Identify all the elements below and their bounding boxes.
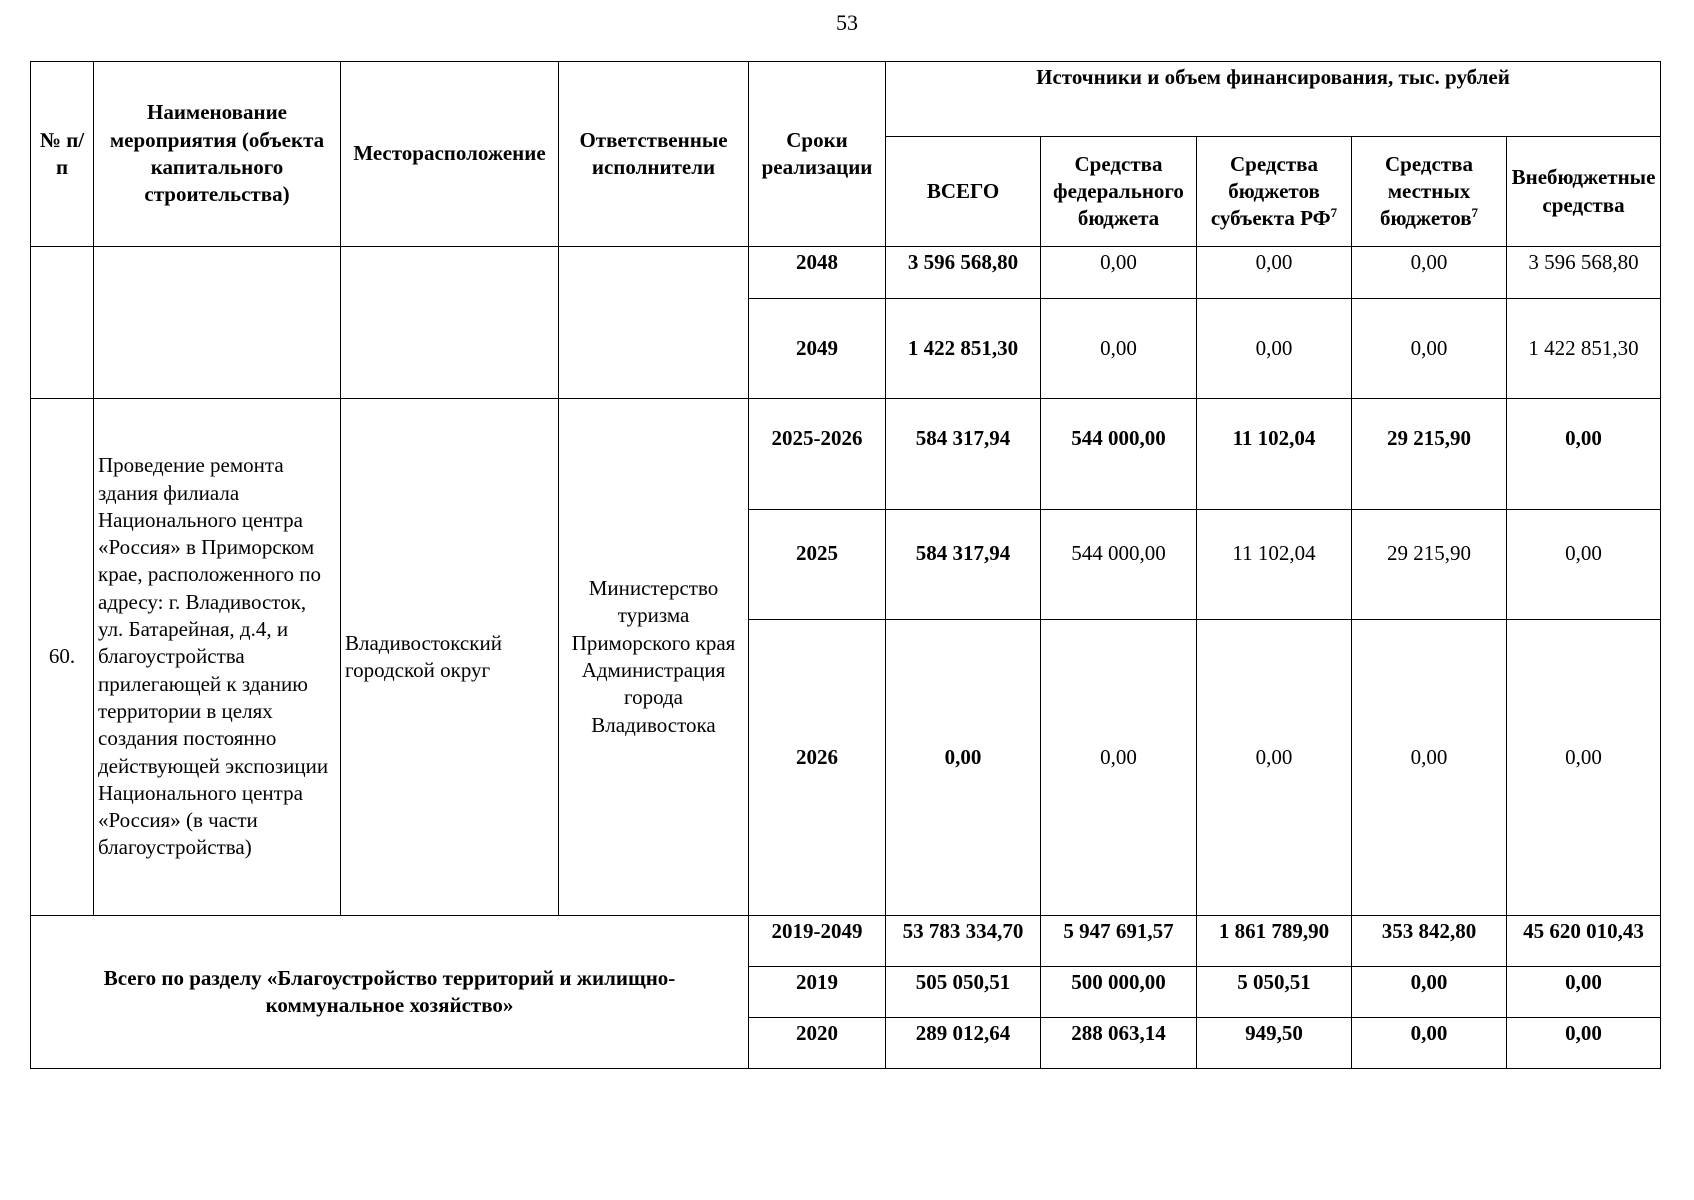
header-regional-text: Средства бюджетов субъекта РФ [1210,151,1331,231]
year-cell: 2048 [749,247,886,299]
local-cell: 0,00 [1352,620,1507,916]
regional-cell: 5 050,51 [1197,967,1352,1018]
total-cell: 0,00 [886,620,1041,916]
year-cell: 2020 [749,1018,886,1069]
regional-cell: 0,00 [1197,299,1352,399]
local-cell: 0,00 [1352,247,1507,299]
header-local [1352,137,1507,247]
header-federal: Средства федерального бюджета [1041,137,1197,247]
total-cell: 1 422 851,30 [886,299,1041,399]
extra-cell: 0,00 [1507,399,1661,510]
total-cell: 53 783 334,70 [886,916,1041,967]
regional-cell: 1 861 789,90 [1197,916,1352,967]
table-row [31,916,1661,967]
empty-cell [31,247,94,399]
local-cell: 29 215,90 [1352,399,1507,510]
year-cell: 2026 [749,620,886,916]
header-regional [1197,137,1352,247]
section-total-label: Всего по разделу «Благоустройство территорий и жилищно-коммунальное хозяйство» [31,916,749,1069]
financing-table [30,61,1661,1069]
extra-cell: 0,00 [1507,1018,1661,1069]
header-responsible: Ответственные исполнители [559,62,749,247]
federal-cell: 544 000,00 [1041,510,1197,620]
item-name: Проведение ремонта здания филиала Национального центра «Россия» в Приморском крае, расположенного по адресу: г. Владивосток, ул. Батарейная, д.4, и благоустройства прилегающей к зданию территории в целях создания постоянно действующей экспозиции Национального центра «Россия» (в части благоустройства) [94,399,341,916]
total-cell: 3 596 568,80 [886,247,1041,299]
federal-cell: 0,00 [1041,299,1197,399]
empty-cell [94,247,341,399]
header-location: Месторасположение [341,62,559,247]
year-cell: 2019-2049 [749,916,886,967]
header-total: ВСЕГО [886,137,1041,247]
federal-cell: 500 000,00 [1041,967,1197,1018]
item-location: Владивостокский городской округ [341,399,559,916]
header-local-text: Средства местных бюджетов [1379,151,1473,231]
regional-cell: 0,00 [1197,620,1352,916]
regional-cell: 0,00 [1197,247,1352,299]
header-period: Сроки реализации [749,62,886,247]
local-cell: 29 215,90 [1352,510,1507,620]
table-header [31,62,1661,247]
table-row [31,399,1661,510]
year-cell: 2025-2026 [749,399,886,510]
extra-cell: 0,00 [1507,510,1661,620]
total-cell: 584 317,94 [886,399,1041,510]
empty-cell [559,247,749,399]
header-num: № п/п [31,62,94,247]
regional-cell: 11 102,04 [1197,510,1352,620]
extra-cell: 3 596 568,80 [1507,247,1661,299]
item-responsible: Министерство туризма Приморского края Администрация города Владивостока [559,399,749,916]
local-cell: 0,00 [1352,1018,1507,1069]
item-number: 60. [31,399,94,916]
regional-cell: 949,50 [1197,1018,1352,1069]
header-sources: Источники и объем финансирования, тыс. рублей [886,62,1661,137]
year-cell: 2019 [749,967,886,1018]
federal-cell: 0,00 [1041,247,1197,299]
federal-cell: 288 063,14 [1041,1018,1197,1069]
empty-cell [341,247,559,399]
header-regional-footnote: 7 [1330,205,1338,221]
total-cell: 584 317,94 [886,510,1041,620]
header-local-footnote: 7 [1471,205,1479,221]
local-cell: 353 842,80 [1352,916,1507,967]
regional-cell: 11 102,04 [1197,399,1352,510]
federal-cell: 544 000,00 [1041,399,1197,510]
local-cell: 0,00 [1352,299,1507,399]
header-name: Наименование мероприятия (объекта капитального строительства) [94,62,341,247]
page-number: 53 [836,10,858,35]
extra-cell: 0,00 [1507,967,1661,1018]
federal-cell: 0,00 [1041,620,1197,916]
extra-cell: 45 620 010,43 [1507,916,1661,967]
header-extra: Внебюджетные средства [1507,137,1661,247]
table-row [31,247,1661,299]
year-cell: 2025 [749,510,886,620]
total-cell: 289 012,64 [886,1018,1041,1069]
local-cell: 0,00 [1352,967,1507,1018]
federal-cell: 5 947 691,57 [1041,916,1197,967]
extra-cell: 1 422 851,30 [1507,299,1661,399]
extra-cell: 0,00 [1507,620,1661,916]
year-cell: 2049 [749,299,886,399]
total-cell: 505 050,51 [886,967,1041,1018]
